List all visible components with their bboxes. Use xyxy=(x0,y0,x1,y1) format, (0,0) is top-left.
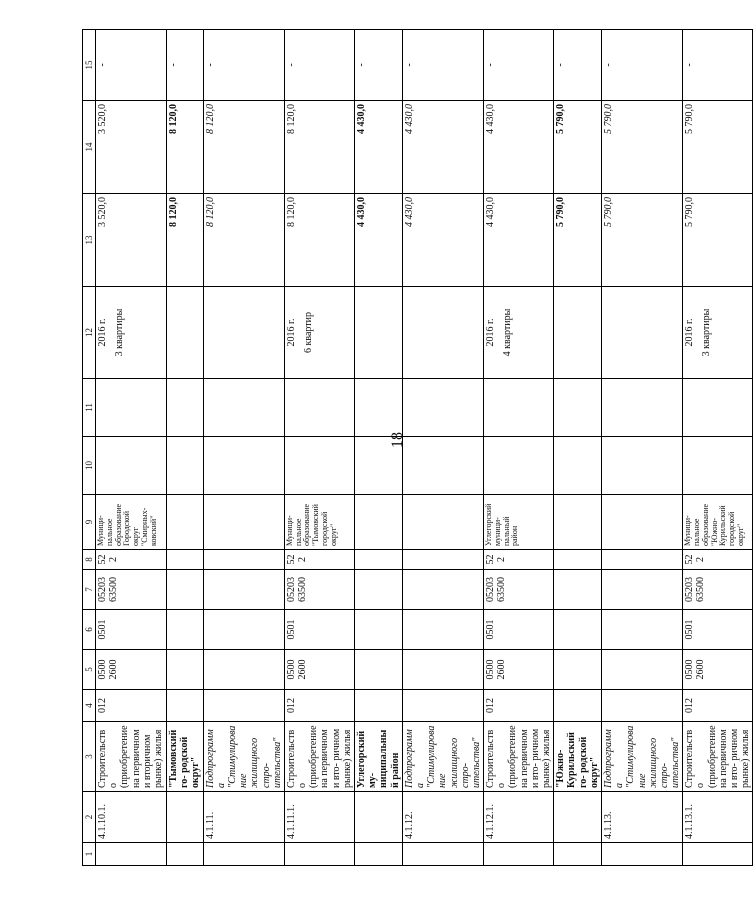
row-name: Строительство (приобретение на первичном и вто- ричном рынке) жилья xyxy=(284,722,354,792)
cell-col-6: 0501 xyxy=(96,610,167,650)
header-col-3: 3 xyxy=(83,722,96,792)
cell-col-13: 5 790,0 xyxy=(554,194,602,287)
rotated-table-area xyxy=(82,30,752,866)
table-row xyxy=(96,30,167,866)
cell-col-12 xyxy=(284,287,354,379)
cell-col-5: 0500 2600 xyxy=(96,650,167,690)
header-col-10: 10 xyxy=(83,437,96,495)
table-row xyxy=(402,30,483,866)
cell-col-15: - xyxy=(402,30,483,101)
row-name: Углегорский му- ниципальный район xyxy=(355,722,403,792)
row-name: "Южно- Курильский го- родской округ" xyxy=(554,722,602,792)
header-col-4: 4 xyxy=(83,690,96,722)
cell-col-4: 012 xyxy=(484,690,554,722)
row-number: 4.1.11. xyxy=(203,792,284,843)
cell-col-14: 8 120,0 xyxy=(284,101,354,194)
cell-col-13: 5 790,0 xyxy=(601,194,682,287)
cell-col-15: - xyxy=(683,30,753,101)
cell-col-10 xyxy=(96,437,167,495)
cell-col-9: Муници- пальное образование "Тымовский городской округ" xyxy=(284,495,354,550)
row-number: 4.1.12.1. xyxy=(484,792,554,843)
cell-col-15: - xyxy=(203,30,284,101)
cell-col-12 xyxy=(683,287,753,379)
cell-col-14: 5 790,0 xyxy=(683,101,753,194)
cell-col-8: 522 xyxy=(284,550,354,570)
cell-col-4: 012 xyxy=(683,690,753,722)
cell-col-15: - xyxy=(554,30,602,101)
header-row xyxy=(83,30,96,866)
cell-col-7: 05203 63500 xyxy=(96,570,167,610)
quantity-label: 4 квартиры xyxy=(502,308,514,357)
table-row xyxy=(284,30,354,866)
cell-col-11 xyxy=(484,379,554,437)
row-number: 4.1.12. xyxy=(402,792,483,843)
header-col-12: 12 xyxy=(83,287,96,379)
cell-col-10 xyxy=(284,437,354,495)
cell-col-13: 4 430,0 xyxy=(355,194,403,287)
cell-col-13: 4 430,0 xyxy=(402,194,483,287)
row-name: "Тымовский го- родской округ" xyxy=(167,722,204,792)
cell-col-8: 522 xyxy=(683,550,753,570)
cell-col-4: 012 xyxy=(284,690,354,722)
cell-col-5: 0500 2600 xyxy=(284,650,354,690)
header-col-2: 2 xyxy=(83,792,96,843)
cell-col-11 xyxy=(284,379,354,437)
cell-col-15: - xyxy=(601,30,682,101)
cell-col-15: - xyxy=(167,30,204,101)
cell-col-8: 522 xyxy=(96,550,167,570)
cell-col-15: - xyxy=(96,30,167,101)
row-number xyxy=(355,792,403,843)
cell-col-6: 0501 xyxy=(683,610,753,650)
cell-col-6: 0501 xyxy=(284,610,354,650)
cell-col-9: Углегорский муници- пальный район xyxy=(484,495,554,550)
cell-col-15: - xyxy=(484,30,554,101)
table-row xyxy=(167,30,204,866)
cell-col-13: 4 430,0 xyxy=(484,194,554,287)
cell-col-13: 8 120,0 xyxy=(284,194,354,287)
cell-col-5: 0500 2600 xyxy=(484,650,554,690)
cell-col-15: - xyxy=(355,30,403,101)
row-name: Строительство (приобретение на первичном и вторичном рынке) жилья xyxy=(96,722,167,792)
page-number: 18 xyxy=(389,432,406,448)
cell-col-13: 3 520,0 xyxy=(96,194,167,287)
cell-col-9: Муници- пальное образование Городской округ "Смирных- ковский" xyxy=(96,495,167,550)
cell-col-14: 3 520,0 xyxy=(96,101,167,194)
table-row xyxy=(203,30,284,866)
cell-col-14: 5 790,0 xyxy=(554,101,602,194)
table-row xyxy=(355,30,403,866)
cell-col-14: 4 430,0 xyxy=(484,101,554,194)
row-name: Строительство (приобретение на первичном и вто- ричном рынке) жилья xyxy=(683,722,753,792)
header-col-11: 11 xyxy=(83,379,96,437)
cell-col-14: 8 120,0 xyxy=(203,101,284,194)
year-label: 2016 г. xyxy=(485,318,497,347)
cell-col-7: 05203 63500 xyxy=(484,570,554,610)
table-row xyxy=(554,30,602,866)
cell-col-8: 522 xyxy=(484,550,554,570)
budget-table xyxy=(82,29,753,866)
cell-col-5: 0500 2600 xyxy=(683,650,753,690)
cell-col-10 xyxy=(683,437,753,495)
quantity-label: 3 квартиры xyxy=(701,308,713,357)
cell-col-9: Муници- пальное образование "Южно- Курильский городской округ" xyxy=(683,495,753,550)
cell-col-4: 012 xyxy=(96,690,167,722)
cell-col-6: 0501 xyxy=(484,610,554,650)
cell-col-13: 5 790,0 xyxy=(683,194,753,287)
cell-col-11 xyxy=(96,379,167,437)
table-row xyxy=(601,30,682,866)
row-number: 4.1.13.1. xyxy=(683,792,753,843)
row-name: Подпрограмма "Стимулирование жилищного стро- ительства" xyxy=(402,722,483,792)
header-col-8: 8 xyxy=(83,550,96,570)
row-number: 4.1.13. xyxy=(601,792,682,843)
header-col-13: 13 xyxy=(83,194,96,287)
header-col-6: 6 xyxy=(83,610,96,650)
cell-col-10 xyxy=(484,437,554,495)
header-col-15: 15 xyxy=(83,30,96,101)
header-col-7: 7 xyxy=(83,570,96,610)
cell-col-15: - xyxy=(284,30,354,101)
row-name: Строительство (приобретение на первичном и вто- ричном рынке) жилья xyxy=(484,722,554,792)
table-row xyxy=(683,30,753,866)
cell-col-14: 8 120,0 xyxy=(167,101,204,194)
row-number xyxy=(167,792,204,843)
cell-col-11 xyxy=(683,379,753,437)
cell-col-12 xyxy=(484,287,554,379)
row-number xyxy=(554,792,602,843)
row-number: 4.1.10.1. xyxy=(96,792,167,843)
quantity-label: 3 квартиры xyxy=(114,308,126,357)
year-label: 2016 г. xyxy=(285,318,297,347)
header-col-5: 5 xyxy=(83,650,96,690)
cell-col-14: 5 790,0 xyxy=(601,101,682,194)
year-label: 2016 г. xyxy=(684,318,696,347)
year-label: 2016 г. xyxy=(97,318,108,347)
header-col-14: 14 xyxy=(83,101,96,194)
rotated-table-wrapper xyxy=(82,30,752,866)
cell-col-13: 8 120,0 xyxy=(167,194,204,287)
header-col-1: 1 xyxy=(83,843,96,866)
header-col-9: 9 xyxy=(83,495,96,550)
table-row xyxy=(484,30,554,866)
cell-col-12 xyxy=(96,287,167,379)
cell-col-13: 8 120,0 xyxy=(203,194,284,287)
cell-col-14: 4 430,0 xyxy=(402,101,483,194)
cell-col-14: 4 430,0 xyxy=(355,101,403,194)
quantity-label: 6 квартир xyxy=(303,312,315,353)
row-name: Подпрограмма "Стимулирование жилищного стро- ительства" xyxy=(601,722,682,792)
cell-col-7: 05203 63500 xyxy=(284,570,354,610)
row-name: Подпрограмма "Стимулирование жилищного стро- ительства" xyxy=(203,722,284,792)
cell-col-7: 05203 63500 xyxy=(683,570,753,610)
row-number: 4.1.11.1. xyxy=(284,792,354,843)
